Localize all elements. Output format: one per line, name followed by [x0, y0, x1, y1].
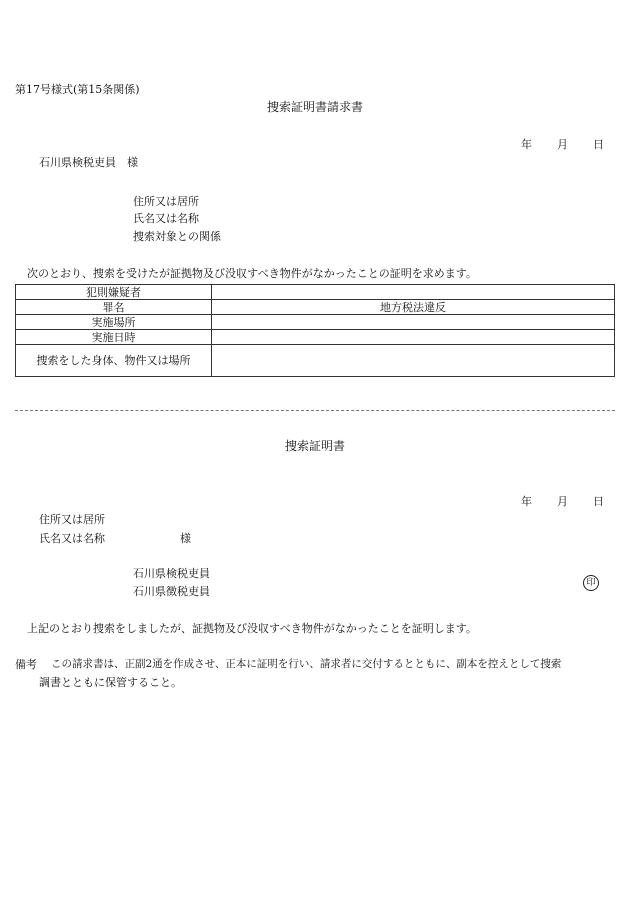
table-value: 地方税法違反	[212, 300, 615, 315]
table-value	[212, 345, 615, 377]
request-title: 捜索証明書請求書	[266, 100, 363, 114]
issuer-collector: 石川県徴税吏員	[133, 585, 210, 598]
form-number: 第17号様式(第15条関係)	[15, 83, 140, 96]
table-value	[212, 285, 615, 300]
certificate-date-month: 月	[557, 495, 568, 508]
certificate-body: 上記のとおり捜索をしましたが、証拠物及び没収すべき物件がなかったことを証明します。	[27, 622, 477, 635]
recipient-honorific: 様	[180, 532, 191, 545]
table-row	[16, 315, 615, 330]
request-date-day: 日	[593, 138, 604, 151]
table-label: 実施日時	[16, 330, 212, 345]
certificate-date-year: 年	[521, 495, 532, 508]
table-row	[16, 345, 615, 377]
applicant-field-address: 住所又は居所	[133, 195, 199, 208]
note-line-1: この請求書は、正副2通を作成させ、正本に証明を行い、請求者に交付するとともに、副本を控えとして捜索	[51, 658, 562, 670]
certificate-date-day: 日	[593, 495, 604, 508]
recipient-field-address: 住所又は居所	[39, 513, 105, 526]
table-row	[16, 285, 615, 300]
request-body: 次のとおり、捜索を受けたが証拠物及び没収すべき物件がなかったことの証明を求めます。	[27, 267, 477, 280]
table-value	[212, 330, 615, 345]
request-date-year: 年	[521, 138, 532, 151]
request-table	[15, 284, 615, 377]
issuer-inspector: 石川県検税吏員	[133, 567, 210, 580]
table-label: 犯則嫌疑者	[16, 285, 212, 300]
table-label: 罪名	[16, 300, 212, 315]
recipient-field-name: 氏名又は名称	[39, 532, 105, 545]
applicant-field-name: 氏名又は名称	[133, 212, 199, 225]
request-date-month: 月	[557, 138, 568, 151]
note-line-2: 調書とともに保管すること。	[39, 676, 182, 689]
table-row	[16, 330, 615, 345]
table-label: 捜索をした身体、物件又は場所	[16, 345, 212, 377]
seal-icon: 印	[583, 575, 599, 591]
certificate-title: 捜索証明書	[284, 439, 345, 453]
section-divider	[15, 410, 615, 411]
request-addressee: 石川県検税吏員 様	[39, 156, 138, 169]
table-row	[16, 300, 615, 315]
table-label: 実施場所	[16, 315, 212, 330]
note-label: 備考	[15, 658, 37, 671]
applicant-field-relation: 捜索対象との関係	[133, 230, 221, 243]
table-value	[212, 315, 615, 330]
